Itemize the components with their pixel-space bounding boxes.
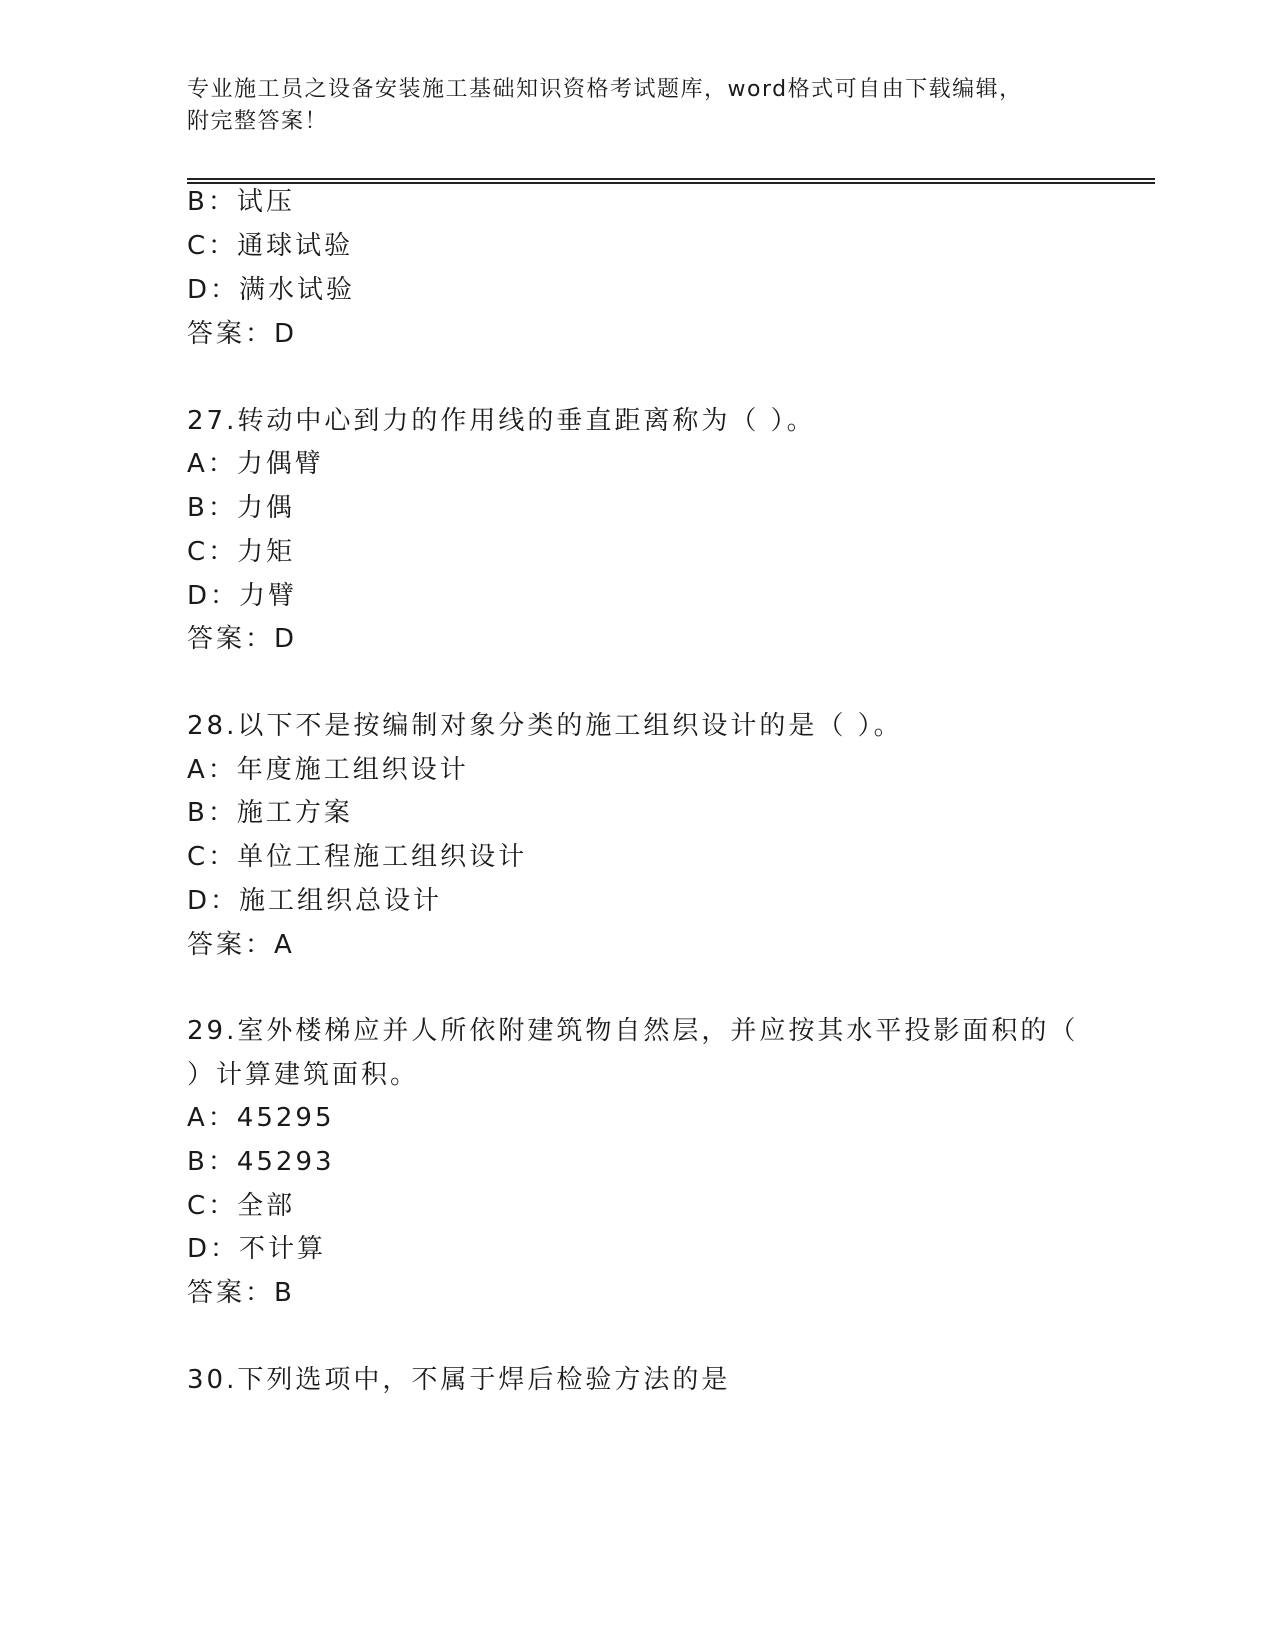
q28-option-c: C：单位工程施工组织设计: [187, 842, 528, 872]
q28-option-b: B：施工方案: [187, 798, 353, 828]
q30-question: 30.下列选项中，不属于焊后检验方法的是: [187, 1365, 731, 1395]
q29-answer: 答案：B: [187, 1278, 295, 1308]
header-divider: [187, 178, 1155, 183]
q27-option-a: A：力偶臂: [187, 449, 324, 479]
q29-question-line-2: ）计算建筑面积。: [187, 1060, 420, 1090]
q26-answer: 答案：D: [187, 319, 298, 349]
header-line-1: 专业施工员之设备安装施工基础知识资格考试题库，word格式可自由下载编辑，: [187, 77, 1023, 102]
q26-option-c: C：通球试验: [187, 231, 354, 261]
q27-option-b: B：力偶: [187, 493, 295, 523]
q26-option-d: D：满水试验: [187, 275, 356, 305]
header-line-2: 附完整答案！: [187, 109, 329, 134]
q29-option-b: B：45293: [187, 1147, 335, 1177]
q28-answer: 答案：A: [187, 930, 295, 960]
q27-option-c: C：力矩: [187, 537, 296, 567]
document-header: [187, 74, 1087, 138]
q28-option-a: A：年度施工组织设计: [187, 755, 469, 785]
q27-option-d: D：力臂: [187, 581, 298, 611]
q29-option-c: C：全部: [187, 1191, 296, 1221]
q28-question: 28.以下不是按编制对象分类的施工组织设计的是（ ）。: [187, 711, 903, 741]
q27-question: 27.转动中心到力的作用线的垂直距离称为（ ）。: [187, 406, 816, 436]
q29-option-d: D：不计算: [187, 1234, 327, 1264]
q29-question-line-1: 29.室外楼梯应并人所依附建筑物自然层，并应按其水平投影面积的（: [187, 1016, 1079, 1046]
q28-option-d: D：施工组织总设计: [187, 886, 443, 916]
q29-option-a: A：45295: [187, 1103, 335, 1133]
q27-answer: 答案：D: [187, 624, 298, 654]
q26-option-b: B：试压: [187, 187, 295, 217]
